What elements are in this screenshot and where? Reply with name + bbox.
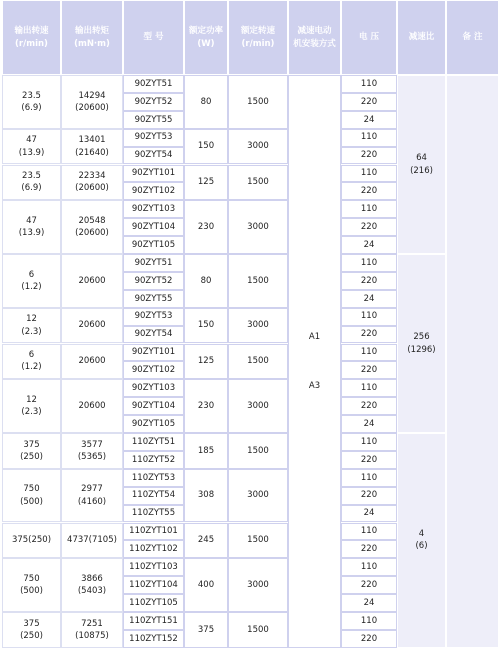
output-speed-cell: 6 (1.2) bbox=[2, 344, 61, 380]
output-speed-cell: 750 (500) bbox=[2, 558, 61, 612]
voltage-cell: 220 bbox=[341, 147, 397, 165]
voltage-cell: 220 bbox=[341, 218, 397, 236]
voltage-cell: 110 bbox=[341, 558, 397, 576]
voltage-cell: 220 bbox=[341, 93, 397, 111]
rated-speed-cell: 1500 bbox=[228, 254, 288, 308]
output-torque-cell: 13401 (21640) bbox=[61, 129, 123, 165]
output-speed-cell: 375(250) bbox=[2, 523, 61, 559]
model-cell: 90ZYT102 bbox=[123, 361, 184, 379]
voltage-cell: 110 bbox=[341, 469, 397, 487]
column-header: 额定转速 (r/min) bbox=[228, 0, 288, 75]
voltage-cell: 110 bbox=[341, 129, 397, 147]
rated-speed-cell: 1500 bbox=[228, 165, 288, 201]
output-speed-cell: 47 (13.9) bbox=[2, 129, 61, 165]
rated-power-cell: 400 bbox=[184, 558, 228, 612]
output-speed-cell: 23.5 (6.9) bbox=[2, 165, 61, 201]
rated-speed-cell: 3000 bbox=[228, 129, 288, 165]
voltage-cell: 110 bbox=[341, 523, 397, 541]
voltage-cell: 220 bbox=[341, 272, 397, 290]
model-cell: 90ZYT101 bbox=[123, 344, 184, 362]
reduction-ratio-cell: 256 (1296) bbox=[397, 254, 446, 433]
rated-power-cell: 185 bbox=[184, 433, 228, 469]
model-cell: 90ZYT103 bbox=[123, 379, 184, 397]
rated-speed-cell: 1500 bbox=[228, 433, 288, 469]
output-torque-cell: 22334 (20600) bbox=[61, 165, 123, 201]
output-speed-cell: 47 (13.9) bbox=[2, 200, 61, 254]
model-cell: 90ZYT105 bbox=[123, 236, 184, 254]
voltage-cell: 220 bbox=[341, 326, 397, 344]
output-speed-cell: 750 (500) bbox=[2, 469, 61, 523]
model-cell: 90ZYT105 bbox=[123, 415, 184, 433]
output-speed-cell: 375 (250) bbox=[2, 612, 61, 648]
output-speed-cell: 375 (250) bbox=[2, 433, 61, 469]
model-cell: 110ZYT104 bbox=[123, 576, 184, 594]
model-cell: 110ZYT103 bbox=[123, 558, 184, 576]
rated-power-cell: 245 bbox=[184, 523, 228, 559]
column-header: 电 压 bbox=[341, 0, 397, 75]
model-cell: 90ZYT53 bbox=[123, 129, 184, 147]
output-speed-cell: 6 (1.2) bbox=[2, 254, 61, 308]
voltage-cell: 110 bbox=[341, 308, 397, 326]
voltage-cell: 220 bbox=[341, 182, 397, 200]
column-header: 输出转矩 (mN·m) bbox=[61, 0, 123, 75]
model-cell: 90ZYT54 bbox=[123, 326, 184, 344]
model-cell: 110ZYT151 bbox=[123, 612, 184, 630]
model-cell: 110ZYT101 bbox=[123, 523, 184, 541]
rated-power-cell: 150 bbox=[184, 129, 228, 165]
model-cell: 90ZYT104 bbox=[123, 397, 184, 415]
model-cell: 90ZYT54 bbox=[123, 147, 184, 165]
output-torque-cell: 7251 (10875) bbox=[61, 612, 123, 648]
model-cell: 110ZYT54 bbox=[123, 487, 184, 505]
voltage-cell: 220 bbox=[341, 630, 397, 648]
voltage-cell: 110 bbox=[341, 379, 397, 397]
output-torque-cell: 4737(7105) bbox=[61, 523, 123, 559]
model-cell: 110ZYT55 bbox=[123, 505, 184, 523]
output-speed-cell: 23.5 (6.9) bbox=[2, 75, 61, 129]
model-cell: 90ZYT101 bbox=[123, 165, 184, 183]
rated-speed-cell: 3000 bbox=[228, 558, 288, 612]
model-cell: 90ZYT52 bbox=[123, 272, 184, 290]
model-cell: 110ZYT51 bbox=[123, 433, 184, 451]
spec-table bbox=[2, 0, 499, 660]
rated-power-cell: 80 bbox=[184, 254, 228, 308]
rated-power-cell: 125 bbox=[184, 165, 228, 201]
voltage-cell: 220 bbox=[341, 397, 397, 415]
model-cell: 90ZYT51 bbox=[123, 254, 184, 272]
voltage-cell: 220 bbox=[341, 361, 397, 379]
model-cell: 90ZYT51 bbox=[123, 75, 184, 93]
rated-speed-cell: 1500 bbox=[228, 612, 288, 648]
column-header: 型 号 bbox=[123, 0, 184, 75]
rated-speed-cell: 3000 bbox=[228, 469, 288, 523]
rated-power-cell: 230 bbox=[184, 200, 228, 254]
rated-power-cell: 150 bbox=[184, 308, 228, 344]
output-torque-cell: 3866 (5403) bbox=[61, 558, 123, 612]
reduction-ratio-cell: 4 (6) bbox=[397, 433, 446, 648]
voltage-cell: 220 bbox=[341, 540, 397, 558]
voltage-cell: 110 bbox=[341, 344, 397, 362]
output-torque-cell: 2977 (4160) bbox=[61, 469, 123, 523]
mounting-cell: A1 A3 bbox=[288, 75, 341, 648]
voltage-cell: 110 bbox=[341, 433, 397, 451]
rated-speed-cell: 1500 bbox=[228, 344, 288, 380]
rated-speed-cell: 3000 bbox=[228, 308, 288, 344]
voltage-cell: 220 bbox=[341, 576, 397, 594]
voltage-cell: 220 bbox=[341, 487, 397, 505]
voltage-cell: 24 bbox=[341, 236, 397, 254]
output-torque-cell: 20600 bbox=[61, 254, 123, 308]
voltage-cell: 110 bbox=[341, 165, 397, 183]
column-header: 减速比 bbox=[397, 0, 446, 75]
voltage-cell: 24 bbox=[341, 415, 397, 433]
model-cell: 110ZYT53 bbox=[123, 469, 184, 487]
voltage-cell: 24 bbox=[341, 290, 397, 308]
rated-speed-cell: 1500 bbox=[228, 523, 288, 559]
voltage-cell: 220 bbox=[341, 451, 397, 469]
remarks-cell bbox=[446, 75, 499, 648]
output-torque-cell: 20600 bbox=[61, 344, 123, 380]
model-cell: 90ZYT55 bbox=[123, 111, 184, 129]
column-header: 减速电动 机安装方式 bbox=[288, 0, 341, 75]
voltage-cell: 110 bbox=[341, 75, 397, 93]
rated-power-cell: 375 bbox=[184, 612, 228, 648]
output-torque-cell: 20548 (20600) bbox=[61, 200, 123, 254]
output-torque-cell: 14294 (20600) bbox=[61, 75, 123, 129]
model-cell: 110ZYT152 bbox=[123, 630, 184, 648]
voltage-cell: 110 bbox=[341, 200, 397, 218]
rated-power-cell: 230 bbox=[184, 379, 228, 433]
voltage-cell: 24 bbox=[341, 505, 397, 523]
model-cell: 90ZYT55 bbox=[123, 290, 184, 308]
column-header: 额定功率 (W) bbox=[184, 0, 228, 75]
rated-power-cell: 125 bbox=[184, 344, 228, 380]
voltage-cell: 110 bbox=[341, 254, 397, 272]
output-torque-cell: 20600 bbox=[61, 308, 123, 344]
rated-speed-cell: 3000 bbox=[228, 379, 288, 433]
reduction-ratio-cell: 64 (216) bbox=[397, 75, 446, 254]
voltage-cell: 110 bbox=[341, 612, 397, 630]
output-torque-cell: 3577 (5365) bbox=[61, 433, 123, 469]
model-cell: 90ZYT53 bbox=[123, 308, 184, 326]
model-cell: 90ZYT104 bbox=[123, 218, 184, 236]
column-header: 备 注 bbox=[446, 0, 499, 75]
rated-speed-cell: 3000 bbox=[228, 200, 288, 254]
model-cell: 110ZYT52 bbox=[123, 451, 184, 469]
model-cell: 90ZYT102 bbox=[123, 182, 184, 200]
output-speed-cell: 12 (2.3) bbox=[2, 379, 61, 433]
model-cell: 90ZYT52 bbox=[123, 93, 184, 111]
rated-power-cell: 308 bbox=[184, 469, 228, 523]
output-torque-cell: 20600 bbox=[61, 379, 123, 433]
model-cell: 110ZYT105 bbox=[123, 594, 184, 612]
output-speed-cell: 12 (2.3) bbox=[2, 308, 61, 344]
model-cell: 110ZYT102 bbox=[123, 540, 184, 558]
voltage-cell: 24 bbox=[341, 111, 397, 129]
column-header: 输出转速 (r/min) bbox=[2, 0, 61, 75]
voltage-cell: 24 bbox=[341, 594, 397, 612]
rated-speed-cell: 1500 bbox=[228, 75, 288, 129]
rated-power-cell: 80 bbox=[184, 75, 228, 129]
model-cell: 90ZYT103 bbox=[123, 200, 184, 218]
